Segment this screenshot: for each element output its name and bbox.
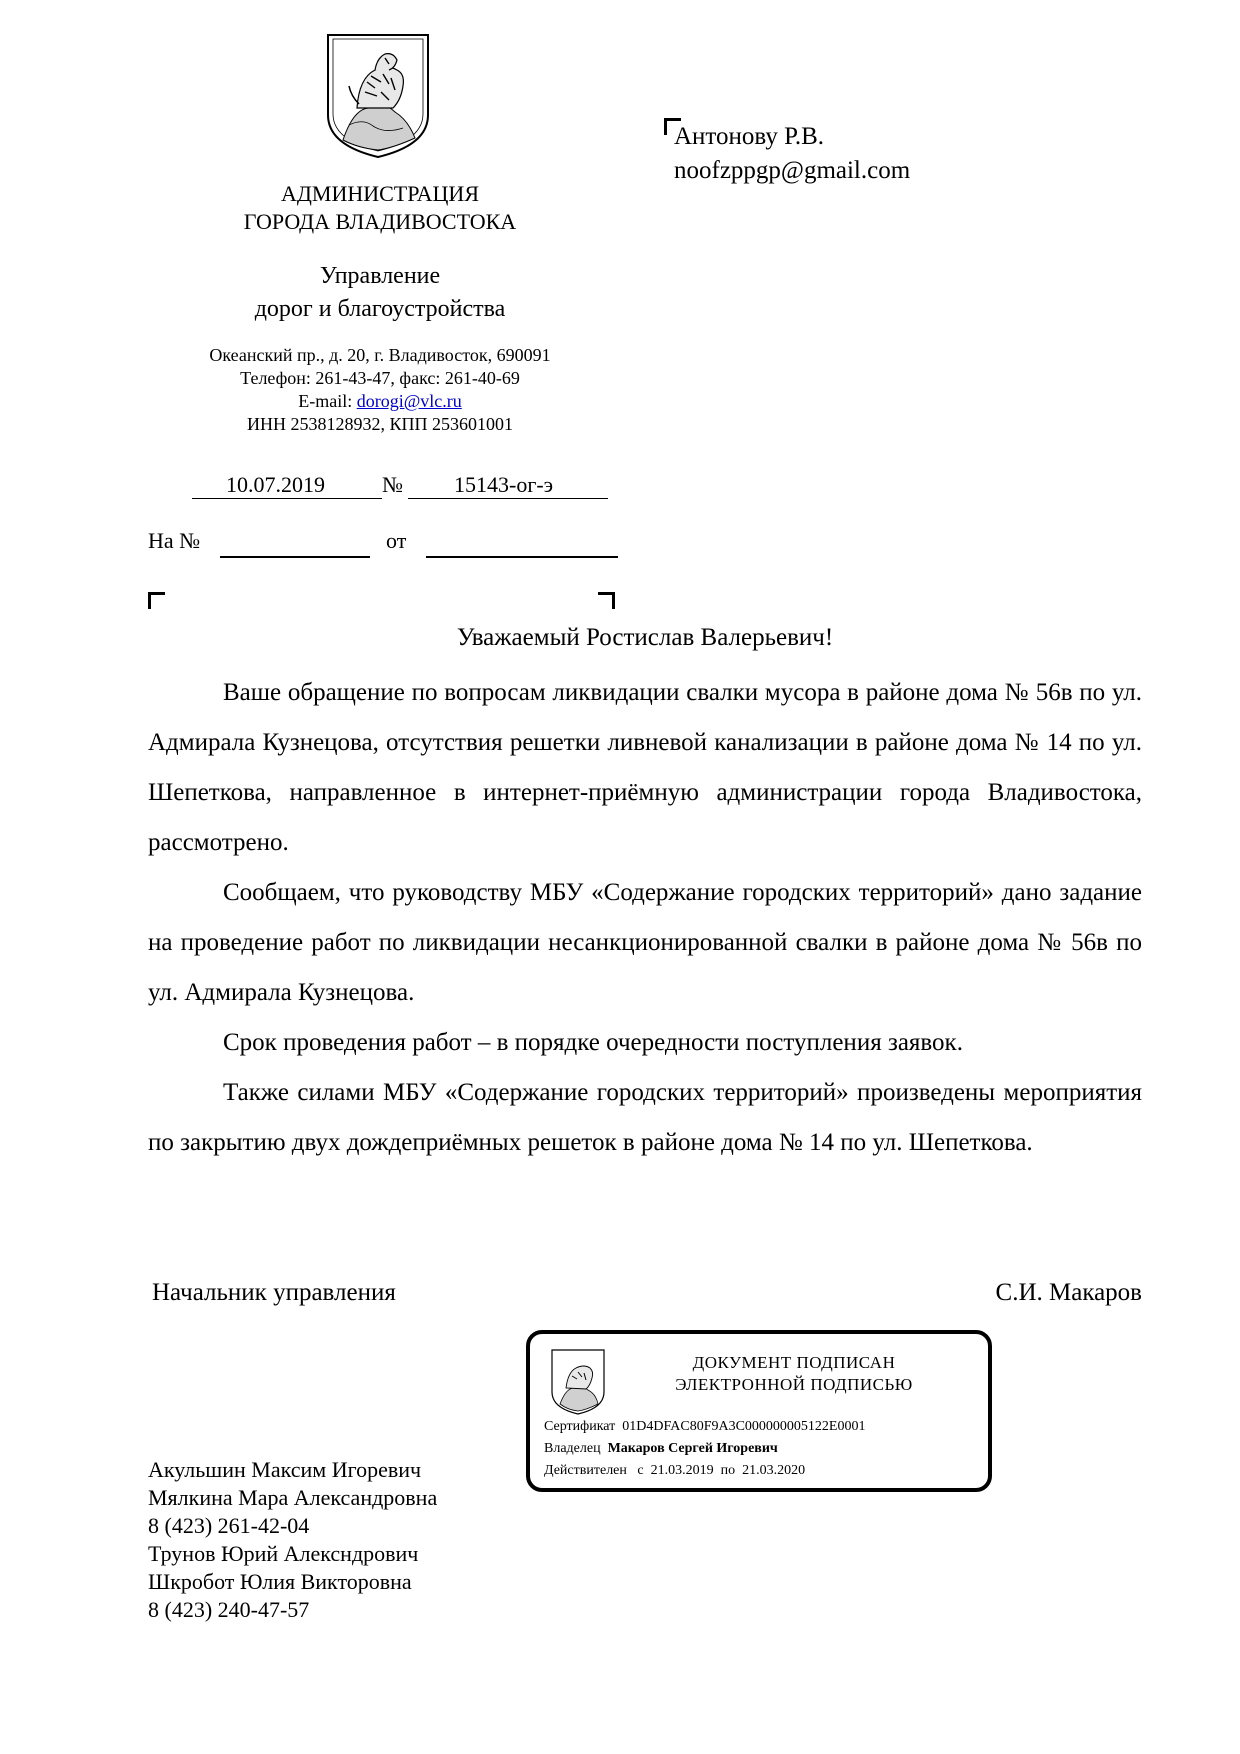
- email-line: [160, 390, 600, 413]
- date-underline: [192, 498, 382, 499]
- signatory-name: С.И. Макаров: [995, 1279, 1142, 1306]
- paragraph-3: Срок проведения работ – в порядке очередности поступления заявок.: [223, 1029, 963, 1056]
- validity-from-label: с: [637, 1463, 644, 1478]
- executor-line: 8 (423) 240-47-57: [148, 1597, 310, 1622]
- reference-date-line: [426, 556, 618, 558]
- paragraph-2: Сообщаем, что руководству МБУ «Содержание городских территорий» дано задание на проведение работ по ликвидации несанкционированной свалки в районе дома № 56в по ул. Адмирала Кузнецова.: [148, 879, 1142, 1006]
- number-underline: [408, 498, 608, 499]
- addressee-name: Антонову Р.В.: [674, 123, 825, 150]
- letter-body: [148, 668, 1142, 1168]
- validity-to-label: по: [720, 1463, 736, 1478]
- stamp-emblem-icon: [548, 1346, 608, 1416]
- addressee-block: [674, 120, 1194, 188]
- coat-of-arms-icon: [323, 30, 433, 160]
- validity-line: [544, 1460, 984, 1482]
- stamp-title-line-1: ДОКУМЕНТ ПОДПИСАН: [692, 1353, 896, 1372]
- number-sign: №: [382, 472, 403, 497]
- organization-title: [160, 180, 600, 236]
- executor-line: Шкробот Юлия Викторовна: [148, 1569, 412, 1594]
- inn-kpp-text: ИНН 2538128932, КПП 253601001: [246, 414, 513, 434]
- certificate-value: 01D4DFAC80F9A3C000000005122E0001: [622, 1419, 866, 1434]
- paragraph-1: Ваше обращение по вопросам ликвидации свалки мусора в районе дома № 56в по ул. Адмирала Кузнецова, отсутствия решетки ливневой канализации в районе дома № 14 по ул. Шепеткова, направленное в интернет-приёмную администрации города Владивостока, рассмотрено.: [148, 679, 1142, 856]
- validity-to: 21.03.2020: [742, 1463, 806, 1478]
- address-text: Океанский пр., д. 20, г. Владивосток, 690091: [209, 345, 551, 365]
- executors-block: [148, 1456, 437, 1624]
- email-label: E-mail:: [298, 391, 357, 411]
- reference-from-label: от: [386, 528, 407, 553]
- paragraph-4: Также силами МБУ «Содержание городских территорий» произведены мероприятия по закрытию двух дождеприёмных решеток в районе дома № 14 по ул. Шепеткова.: [148, 1079, 1142, 1156]
- e-signature-stamp: [526, 1330, 992, 1492]
- owner-value: Макаров Сергей Игоревич: [607, 1441, 778, 1456]
- email-link[interactable]: dorogi@vlc.ru: [356, 391, 462, 411]
- stamp-title-line-2: ЭЛЕКТРОННОЙ ПОДПИСЬЮ: [675, 1375, 913, 1394]
- department-title: [160, 260, 600, 326]
- executor-line: Акульшин Максим Игоревич: [148, 1457, 422, 1482]
- dept-line-1: Управление: [319, 263, 441, 289]
- executor-line: Мялкина Мара Александровна: [148, 1485, 438, 1510]
- outgoing-date: 10.07.2019: [226, 472, 325, 497]
- outgoing-number-row: [190, 472, 610, 500]
- executor-line: Трунов Юрий Алексндрович: [148, 1541, 419, 1566]
- salutation: Уважаемый Ростислав Валерьевич!: [456, 624, 834, 651]
- stamp-title: [626, 1352, 962, 1396]
- owner-line: [544, 1438, 984, 1460]
- validity-from: 21.03.2019: [650, 1463, 714, 1478]
- reference-number-label: На №: [148, 528, 201, 553]
- executor-line: 8 (423) 261-42-04: [148, 1513, 310, 1538]
- corner-mark-top-left: [148, 592, 165, 609]
- signatory-position: Начальник управления: [152, 1279, 396, 1306]
- org-line-1: АДМИНИСТРАЦИЯ: [281, 181, 479, 206]
- owner-label: Владелец: [544, 1441, 601, 1456]
- outgoing-number: 15143-ог-э: [454, 472, 554, 497]
- dept-line-2: дорог и благоустройства: [254, 296, 506, 322]
- validity-label: Действителен: [544, 1463, 627, 1478]
- contact-block: [160, 344, 600, 436]
- stamp-details: [544, 1416, 984, 1482]
- corner-mark-top-right: [598, 592, 615, 609]
- org-line-2: ГОРОДА ВЛАДИВОСТОКА: [243, 209, 517, 234]
- reference-row: [148, 528, 628, 560]
- phone-fax-text: Телефон: 261-43-47, факс: 261-40-69: [240, 368, 520, 388]
- certificate-label: Сертификат: [544, 1419, 616, 1434]
- reference-number-line: [220, 556, 370, 558]
- certificate-line: [544, 1416, 984, 1438]
- addressee-email: noofzppgp@gmail.com: [674, 157, 911, 184]
